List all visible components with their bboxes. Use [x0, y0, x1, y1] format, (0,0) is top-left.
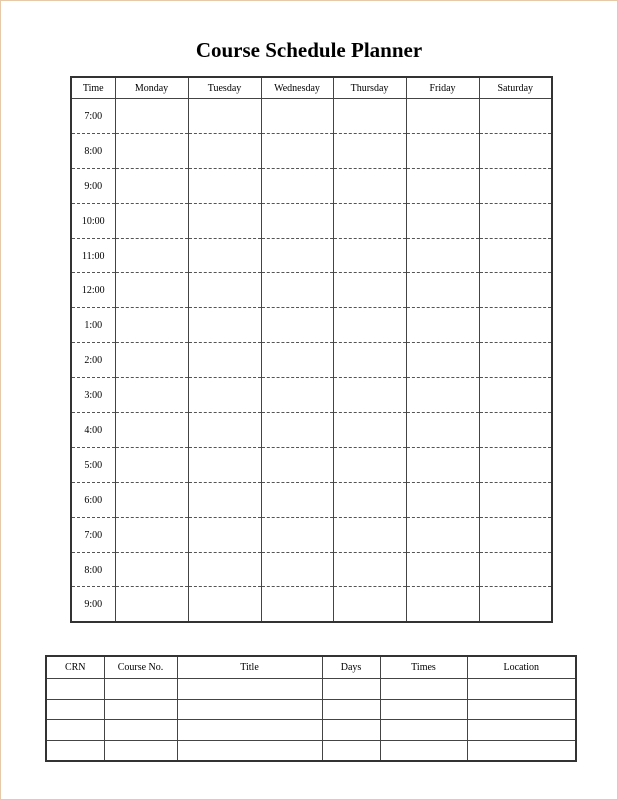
schedule-slot[interactable]	[188, 447, 261, 482]
time-label: 1:00	[71, 308, 115, 343]
schedule-slot[interactable]	[479, 552, 552, 587]
course-cell[interactable]	[380, 699, 467, 720]
schedule-slot[interactable]	[261, 273, 333, 308]
schedule-slot[interactable]	[188, 552, 261, 587]
schedule-slot[interactable]	[188, 413, 261, 448]
course-cell[interactable]	[467, 720, 576, 741]
schedule-slot[interactable]	[479, 343, 552, 378]
time-label: 10:00	[71, 203, 115, 238]
schedule-slot[interactable]	[333, 552, 406, 587]
schedule-slot[interactable]	[115, 238, 188, 273]
schedule-slot[interactable]	[261, 308, 333, 343]
schedule-slot[interactable]	[333, 308, 406, 343]
schedule-slot[interactable]	[479, 273, 552, 308]
schedule-row	[71, 413, 552, 448]
course-list-table	[45, 655, 577, 762]
schedule-slot[interactable]	[406, 168, 479, 203]
schedule-slot[interactable]	[261, 587, 333, 622]
schedule-slot[interactable]	[188, 168, 261, 203]
schedule-row	[71, 378, 552, 413]
schedule-slot[interactable]	[406, 447, 479, 482]
schedule-slot[interactable]	[333, 203, 406, 238]
schedule-slot[interactable]	[479, 482, 552, 517]
time-label: 9:00	[71, 587, 115, 622]
column-header-crn: CRN	[46, 656, 104, 679]
schedule-slot[interactable]	[333, 413, 406, 448]
time-label: 11:00	[71, 238, 115, 273]
course-cell[interactable]	[467, 679, 576, 700]
schedule-slot[interactable]	[406, 203, 479, 238]
schedule-slot[interactable]	[188, 308, 261, 343]
course-cell[interactable]	[46, 740, 104, 761]
schedule-slot[interactable]	[188, 99, 261, 134]
schedule-slot[interactable]	[333, 133, 406, 168]
course-row	[46, 720, 576, 741]
column-header-time: Time	[71, 77, 115, 99]
course-cell[interactable]	[467, 740, 576, 761]
schedule-row	[71, 517, 552, 552]
schedule-slot[interactable]	[406, 343, 479, 378]
schedule-body	[71, 99, 552, 622]
time-label: 8:00	[71, 133, 115, 168]
schedule-slot[interactable]	[115, 343, 188, 378]
schedule-slot[interactable]	[188, 343, 261, 378]
schedule-slot[interactable]	[479, 308, 552, 343]
schedule-slot[interactable]	[261, 343, 333, 378]
course-cell[interactable]	[380, 740, 467, 761]
schedule-slot[interactable]	[479, 238, 552, 273]
time-label: 9:00	[71, 168, 115, 203]
schedule-slot[interactable]	[406, 238, 479, 273]
schedule-slot[interactable]	[479, 378, 552, 413]
schedule-slot[interactable]	[188, 203, 261, 238]
column-header-wednesday: Wednesday	[261, 77, 333, 99]
schedule-slot[interactable]	[333, 378, 406, 413]
schedule-slot[interactable]	[261, 238, 333, 273]
course-cell[interactable]	[177, 720, 322, 741]
schedule-slot[interactable]	[333, 482, 406, 517]
column-header-title: Title	[177, 656, 322, 679]
schedule-row	[71, 552, 552, 587]
schedule-slot[interactable]	[188, 587, 261, 622]
schedule-slot[interactable]	[333, 447, 406, 482]
course-row	[46, 679, 576, 700]
schedule-slot[interactable]	[115, 378, 188, 413]
schedule-slot[interactable]	[188, 517, 261, 552]
schedule-slot[interactable]	[188, 238, 261, 273]
schedule-slot[interactable]	[261, 413, 333, 448]
schedule-slot[interactable]	[188, 133, 261, 168]
course-cell[interactable]	[177, 740, 322, 761]
schedule-row	[71, 447, 552, 482]
courses-body	[46, 679, 576, 762]
schedule-slot[interactable]	[479, 447, 552, 482]
schedule-row	[71, 203, 552, 238]
schedule-slot[interactable]	[115, 203, 188, 238]
schedule-slot[interactable]	[406, 133, 479, 168]
time-label: 2:00	[71, 343, 115, 378]
schedule-slot[interactable]	[115, 587, 188, 622]
schedule-slot[interactable]	[115, 99, 188, 134]
schedule-slot[interactable]	[333, 168, 406, 203]
schedule-slot[interactable]	[333, 99, 406, 134]
course-cell[interactable]	[322, 740, 380, 761]
schedule-slot[interactable]	[261, 378, 333, 413]
schedule-slot[interactable]	[333, 517, 406, 552]
time-label: 3:00	[71, 378, 115, 413]
column-header-saturday: Saturday	[479, 77, 552, 99]
schedule-row	[71, 238, 552, 273]
schedule-slot[interactable]	[406, 378, 479, 413]
time-label: 4:00	[71, 413, 115, 448]
time-label: 6:00	[71, 482, 115, 517]
schedule-slot[interactable]	[188, 378, 261, 413]
schedule-slot[interactable]	[115, 308, 188, 343]
schedule-row	[71, 308, 552, 343]
course-cell[interactable]	[177, 679, 322, 700]
schedule-slot[interactable]	[261, 168, 333, 203]
schedule-slot[interactable]	[333, 238, 406, 273]
course-cell[interactable]	[380, 679, 467, 700]
schedule-slot[interactable]	[261, 203, 333, 238]
schedule-slot[interactable]	[333, 343, 406, 378]
column-header-days: Days	[322, 656, 380, 679]
column-header-thursday: Thursday	[333, 77, 406, 99]
schedule-slot[interactable]	[261, 99, 333, 134]
schedule-slot[interactable]	[261, 517, 333, 552]
schedule-slot[interactable]	[115, 517, 188, 552]
schedule-slot[interactable]	[115, 447, 188, 482]
column-header-times: Times	[380, 656, 467, 679]
course-cell[interactable]	[322, 720, 380, 741]
schedule-slot[interactable]	[479, 99, 552, 134]
schedule-slot[interactable]	[115, 133, 188, 168]
course-cell[interactable]	[104, 679, 177, 700]
schedule-slot[interactable]	[479, 133, 552, 168]
schedule-slot[interactable]	[115, 273, 188, 308]
schedule-slot[interactable]	[333, 587, 406, 622]
course-cell[interactable]	[104, 720, 177, 741]
schedule-slot[interactable]	[479, 413, 552, 448]
schedule-slot[interactable]	[261, 552, 333, 587]
time-label: 7:00	[71, 99, 115, 134]
course-cell[interactable]	[177, 699, 322, 720]
schedule-row	[71, 273, 552, 308]
schedule-slot[interactable]	[188, 482, 261, 517]
schedule-slot[interactable]	[188, 273, 261, 308]
schedule-slot[interactable]	[261, 447, 333, 482]
schedule-slot[interactable]	[479, 203, 552, 238]
weekly-schedule-table	[70, 76, 553, 623]
schedule-slot[interactable]	[115, 552, 188, 587]
schedule-slot[interactable]	[261, 133, 333, 168]
schedule-row	[71, 168, 552, 203]
course-row	[46, 699, 576, 720]
course-cell[interactable]	[380, 720, 467, 741]
schedule-slot[interactable]	[406, 482, 479, 517]
course-cell[interactable]	[104, 699, 177, 720]
course-cell[interactable]	[46, 679, 104, 700]
schedule-slot[interactable]	[406, 273, 479, 308]
schedule-slot[interactable]	[115, 168, 188, 203]
schedule-slot[interactable]	[406, 413, 479, 448]
schedule-slot[interactable]	[479, 587, 552, 622]
schedule-row	[71, 99, 552, 134]
schedule-header-row	[71, 77, 552, 99]
schedule-slot[interactable]	[115, 482, 188, 517]
column-header-friday: Friday	[406, 77, 479, 99]
schedule-slot[interactable]	[406, 552, 479, 587]
schedule-slot[interactable]	[333, 273, 406, 308]
course-cell[interactable]	[322, 699, 380, 720]
schedule-slot[interactable]	[406, 587, 479, 622]
column-header-tuesday: Tuesday	[188, 77, 261, 99]
schedule-slot[interactable]	[406, 517, 479, 552]
page-title: Course Schedule Planner	[195, 38, 423, 62]
schedule-slot[interactable]	[479, 168, 552, 203]
schedule-slot[interactable]	[406, 308, 479, 343]
column-header-course-no: Course No.	[104, 656, 177, 679]
schedule-slot[interactable]	[261, 482, 333, 517]
schedule-row	[71, 482, 552, 517]
course-row	[46, 740, 576, 761]
schedule-slot[interactable]	[406, 99, 479, 134]
time-label: 5:00	[71, 447, 115, 482]
course-cell[interactable]	[322, 679, 380, 700]
column-header-location: Location	[467, 656, 576, 679]
course-cell[interactable]	[46, 720, 104, 741]
time-label: 7:00	[71, 517, 115, 552]
course-header-row	[46, 656, 576, 679]
schedule-row	[71, 343, 552, 378]
time-label: 12:00	[71, 273, 115, 308]
schedule-slot[interactable]	[479, 517, 552, 552]
course-cell[interactable]	[104, 740, 177, 761]
course-cell[interactable]	[46, 699, 104, 720]
column-header-monday: Monday	[115, 77, 188, 99]
schedule-row	[71, 587, 552, 622]
schedule-slot[interactable]	[115, 413, 188, 448]
schedule-row	[71, 133, 552, 168]
course-cell[interactable]	[467, 699, 576, 720]
time-label: 8:00	[71, 552, 115, 587]
